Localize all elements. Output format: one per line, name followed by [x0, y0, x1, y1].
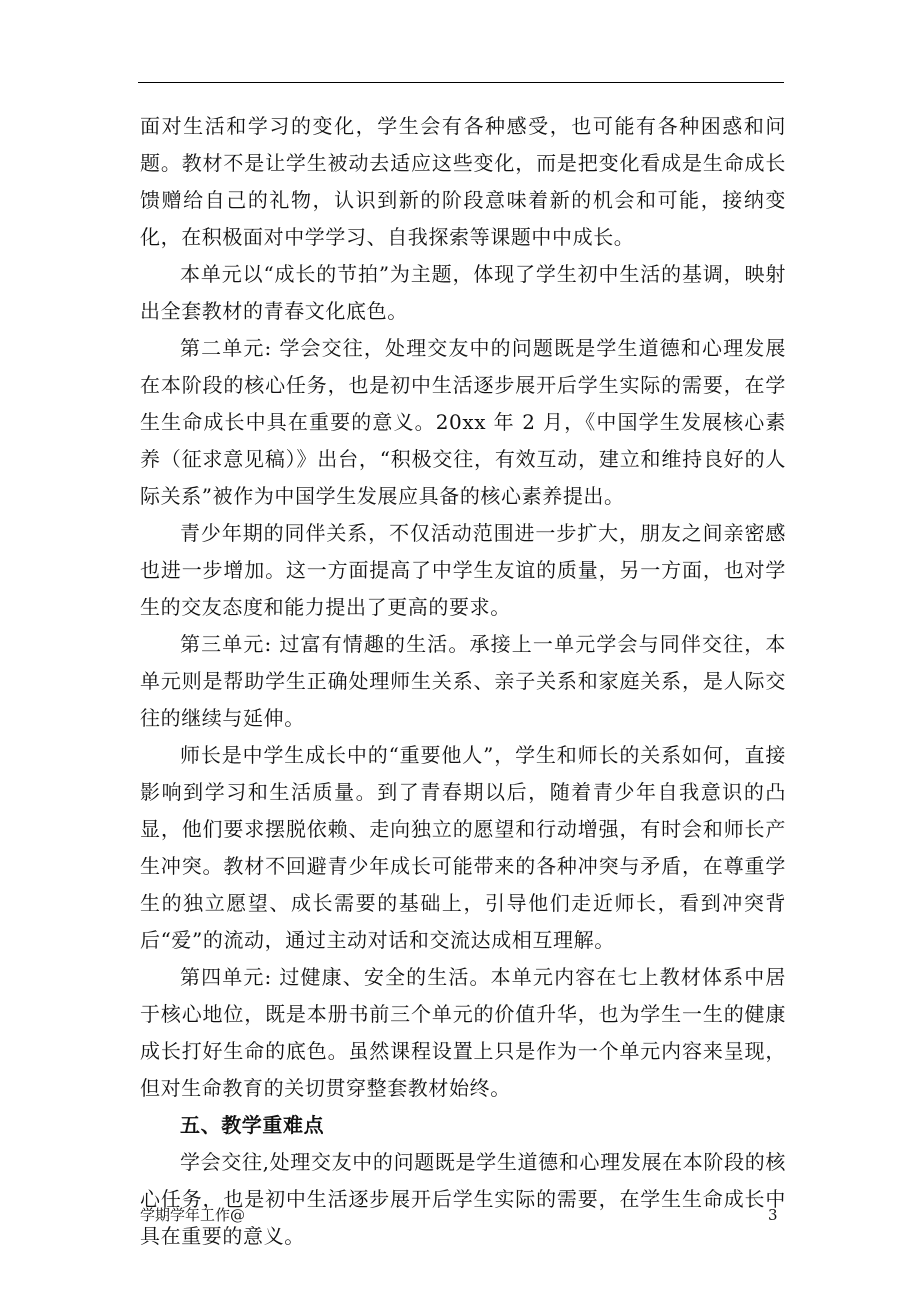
paragraph-key-difficulties: 学会交往,处理交友中的问题既是学生道德和心理发展在本阶段的核心任务，也是初中生活逐步展开后学生实际的需要，在学生生命成长中具在重要的意义。	[140, 1150, 786, 1248]
paragraph-unit-three: 第三单元: 过富有情趣的生活。承接上一单元学会与同伴交往，本单元则是帮助学生正确处理师生关系、亲子关系和家庭关系，是人际交往的继续与延伸。	[140, 632, 786, 730]
footer-text: 学期学年工作@	[140, 1206, 246, 1224]
paragraph-peer-relations: 青少年期的同伴关系，不仅活动范围进一步扩大，朋友之间亲密感也进一步增加。这一方面提高了中学生友谊的质量，另一方面，也对学生的交友态度和能力提出了更高的要求。	[140, 521, 786, 619]
header-rule	[138, 82, 784, 83]
paragraph-continuation: 面对生活和学习的变化，学生会有各种感受，也可能有各种困惑和问题。教材不是让学生被动去适应这些变化，而是把变化看成是生命成长馈赠给自己的礼物，认识到新的阶段意味着新的机会和可能，接纳变化，在积极面对中学学习、自我探索等课题中中成长。	[140, 114, 786, 249]
document-body	[140, 108, 786, 1255]
page-number: 3	[768, 1206, 778, 1224]
paragraph-teachers-elders: 师长是中学生成长中的“重要他人”，学生和师长的关系如何，直接影响到学习和生活质量。到了青春期以后，随着青少年自我意识的凸显，他们要求摆脱依赖、走向独立的愿望和行动增强，有时会和师长产生冲突。教材不回避青少年成长可能带来的各种冲突与矛盾，在尊重学生的独立愿望、成长需要的基础上，引导他们走近师长，看到冲突背后“爱”的流动，通过主动对话和交流达成相互理解。	[140, 743, 786, 952]
paragraph-unit-four: 第四单元: 过健康、安全的生活。本单元内容在七上教材体系中居于核心地位，既是本册书前三个单元的价值升华，也为学生一生的健康成长打好生命的底色。虽然课程设置上只是作为一个单元内容来呈现，但对生命教育的关切贯穿整套教材始终。	[140, 965, 786, 1100]
section-heading-key-difficulties: 五、教学重难点	[180, 1113, 325, 1137]
paragraph-unit-theme: 本单元以“成长的节拍”为主题，体现了学生初中生活的基调，映射出全套教材的青春文化底色。	[140, 262, 786, 323]
paragraph-unit-two: 第二单元: 学会交往，处理交友中的问题既是学生道德和心理发展在本阶段的核心任务，也是初中生活逐步展开后学生实际的需要，在学生生命成长中具在重要的意义。20xx 年 2 月，《中国学生发展核心素养（征求意见稿）》出台，“积极交往，有效互动，建立和维持良好的人际关系”被作为中国学生发展应具备的核心素养提出。	[140, 336, 786, 508]
